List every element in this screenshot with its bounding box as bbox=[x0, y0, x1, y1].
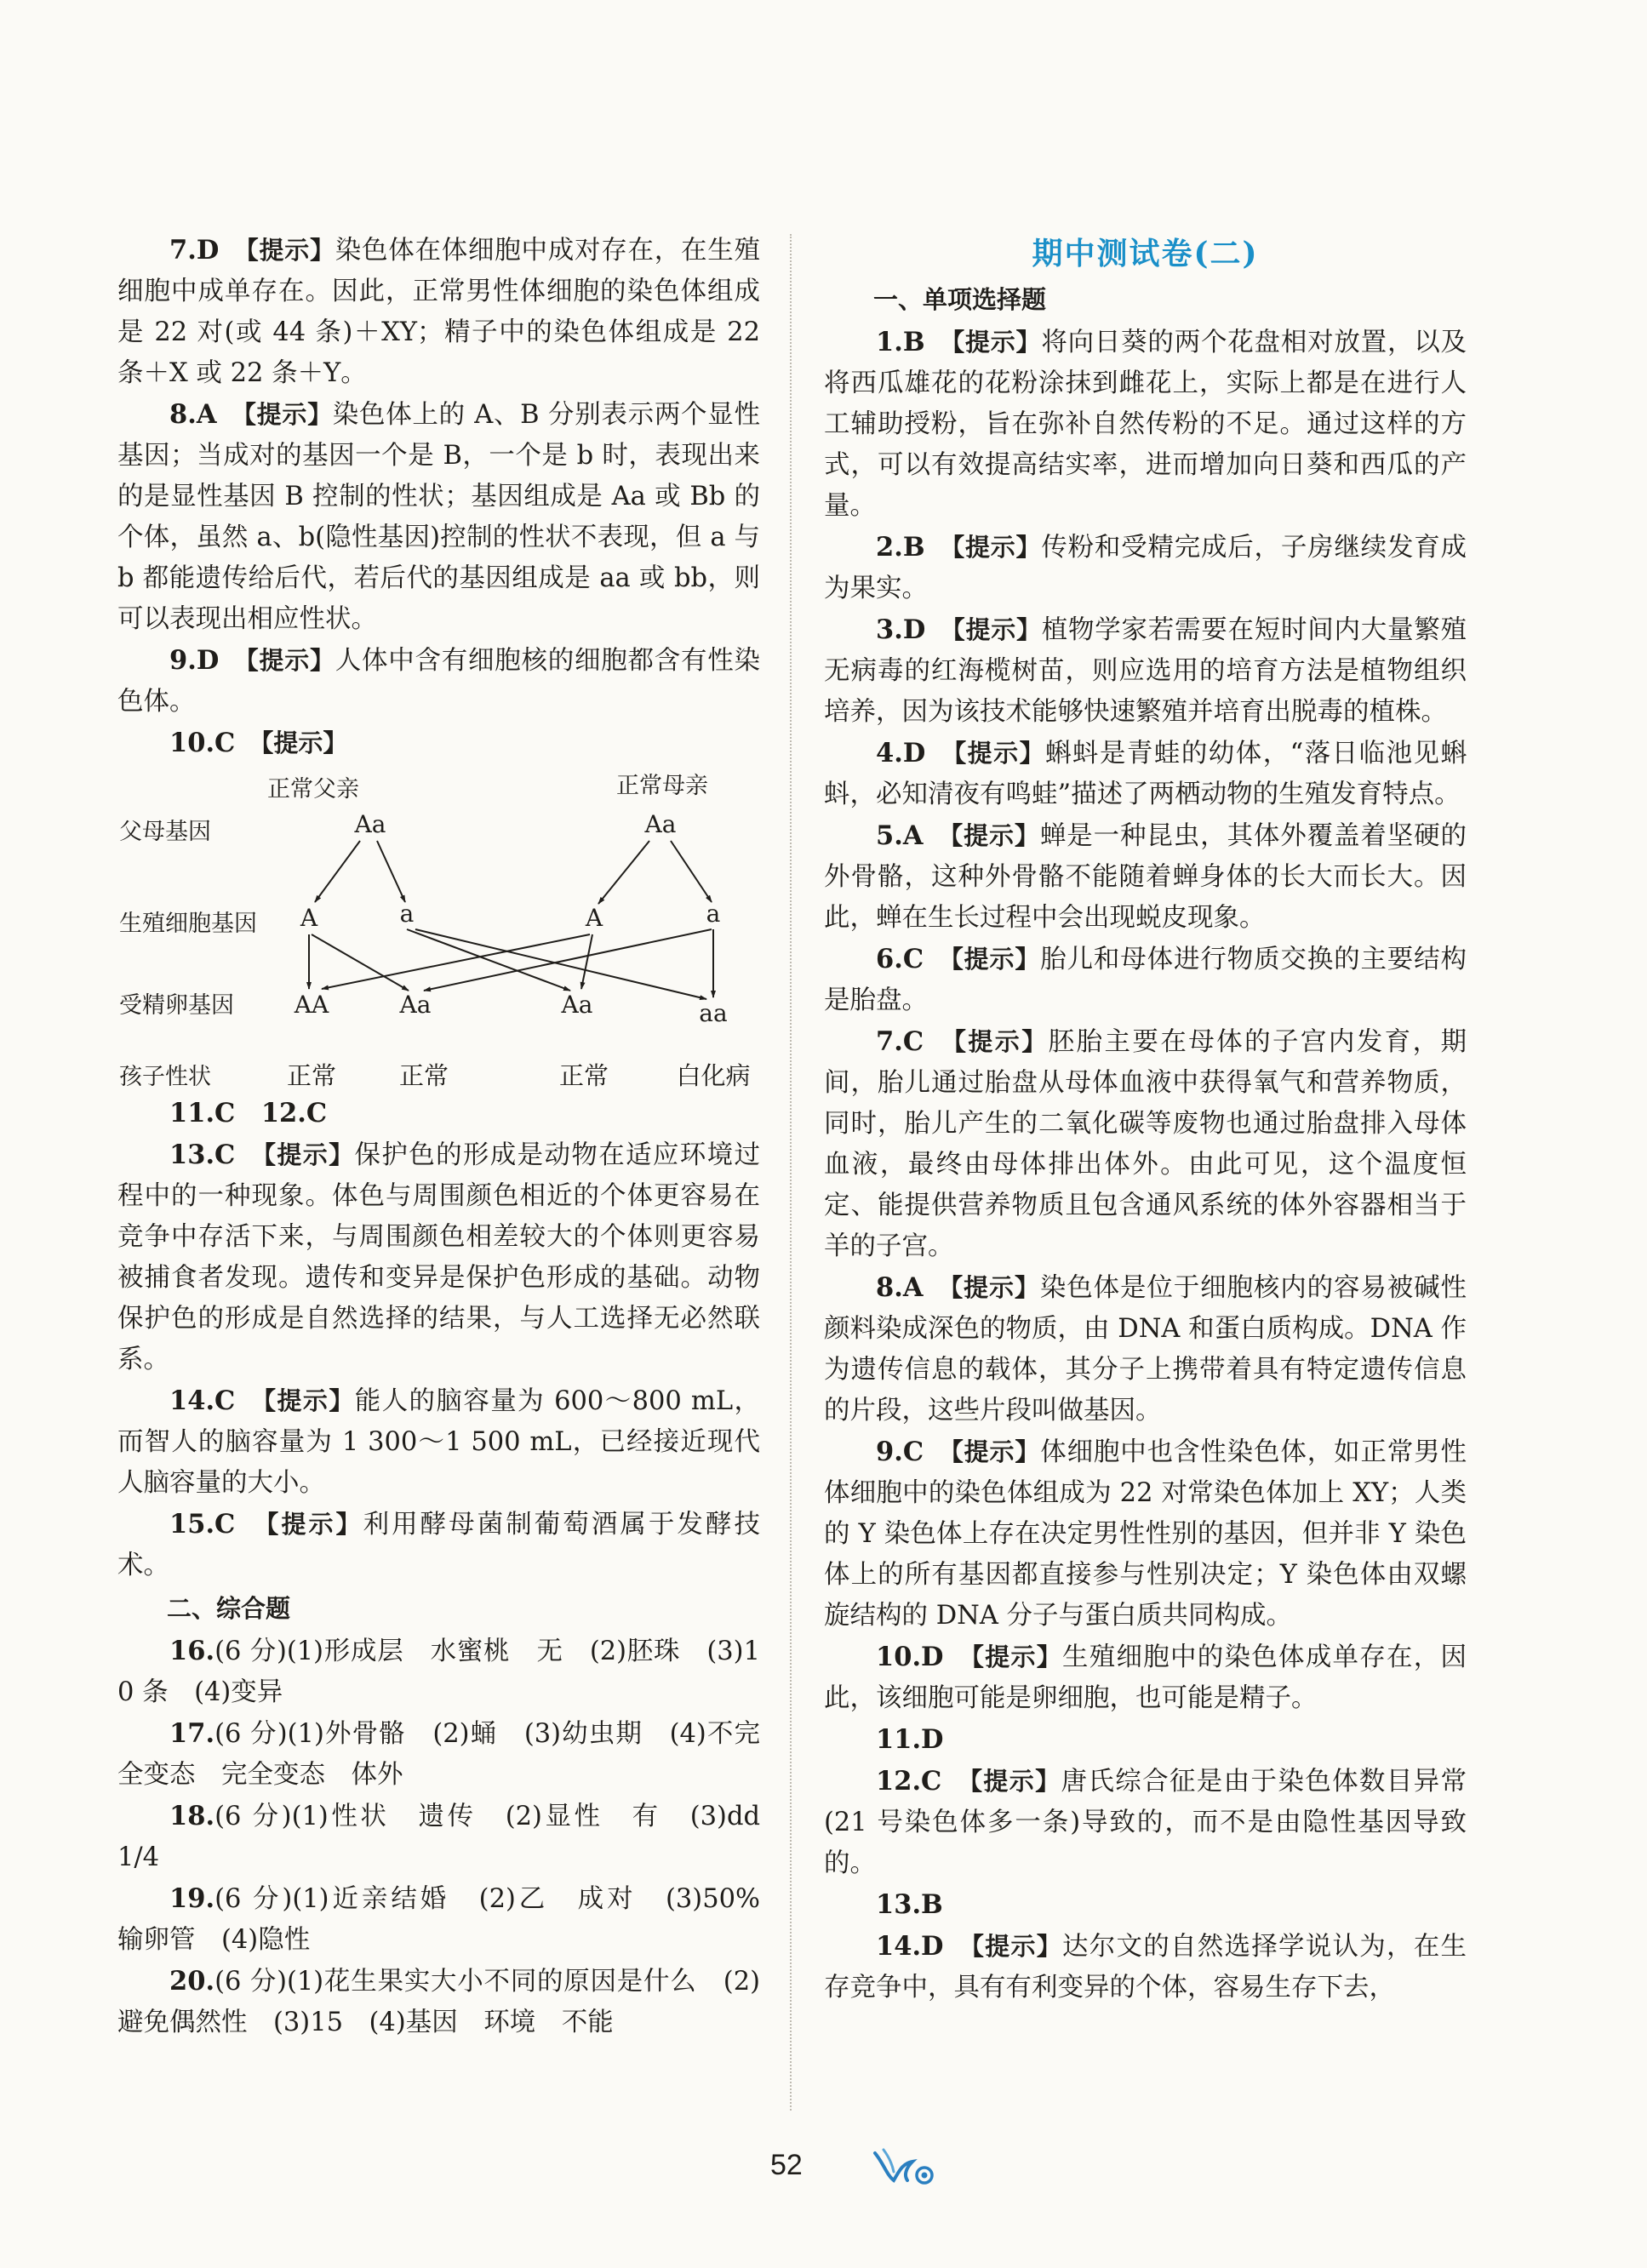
answer-text: 体细胞中也含性染色体，如正常男性体细胞中的染色体组成为 22 对常染色体加上 XY；人类的 Y 染色体上存在决定男性性别的基因，但并非 Y 染色体上的所有基因都直接参与性别决定；Y 染色体由双螺旋结构的 DNA 分子与蛋白质共同构成。 bbox=[824, 1437, 1467, 1631]
answer-text: 唐氏综合征是由于染色体数目异常(21 号染色体多一条)导致的，而不是由隐性基因导致的。 bbox=[824, 1767, 1467, 1878]
answer-number: 20. bbox=[169, 1966, 215, 1997]
mother-gamete-A: A bbox=[585, 904, 603, 932]
row-label-gametes: 生殖细胞基因 bbox=[119, 911, 257, 937]
arrow-mA-to-Aa bbox=[581, 934, 592, 989]
answer-r14 bbox=[824, 1926, 1467, 2008]
answer-text: 染色体上的 A、B 分别表示两个显性基因；当成对的基因一个是 B，一个是 b 时，表现出来的是显性基因 B 控制的性状；基因组成是 Aa 或 Bb 的个体，虽然 a、b(隐性基因)控制的性状不表现，但 a 与 b 都能遗传给后代，若后代的基因组成是 aa 或 bb，则可以表现出相应性状。 bbox=[117, 400, 760, 634]
answer-number: 4.D bbox=[876, 738, 926, 768]
answer-r6 bbox=[824, 939, 1467, 1021]
answer-number: 10.C bbox=[169, 728, 236, 758]
answer-r13 bbox=[824, 1884, 1467, 1926]
hint-label: 【提示】 bbox=[263, 1140, 355, 1169]
answer-number: 2.B bbox=[876, 532, 925, 563]
answer-text: 传粉和受精完成后，子房继续发育成为果实。 bbox=[824, 533, 1467, 603]
answer-text: (6 分)(1)花生果实大小不同的原因是什么 (2)避免偶然性 (3)15 (4)基因 环境 不能 bbox=[117, 1967, 760, 2037]
hint-label: 【提示】 bbox=[952, 328, 1042, 357]
answer-number: 11.C 12.C bbox=[169, 1098, 328, 1128]
column-divider bbox=[790, 234, 792, 2111]
father-genotype: Aa bbox=[354, 810, 386, 838]
answer-text: (6 分)(1)外骨骼 (2)蛹 (3)幼虫期 (4)不完全变态 完全变态 体外 bbox=[117, 1719, 760, 1790]
answer-number: 14.D bbox=[876, 1931, 944, 1962]
answer-number: 11.D bbox=[876, 1724, 944, 1755]
answer-number: 9.D bbox=[169, 645, 220, 676]
hint-label: 【提示】 bbox=[260, 728, 348, 757]
row-label-parents: 父母基因 bbox=[119, 819, 211, 845]
answer-17 bbox=[117, 1713, 760, 1796]
trait-2: 正常 bbox=[398, 1061, 449, 1090]
answer-text: (6 分)(1)形成层 水蜜桃 无 (2)胚珠 (3)10 条 (4)变异 bbox=[117, 1637, 760, 1707]
answer-text: 染色体是位于细胞核内的容易被碱性颜料染成深色的物质，由 DNA 和蛋白质构成。DNA 作为遗传信息的载体，其分子上携带着具有特定遗传信息的片段，这些片段叫做基因。 bbox=[824, 1273, 1467, 1425]
answer-r2 bbox=[824, 527, 1467, 609]
answer-14 bbox=[117, 1380, 760, 1504]
right-column bbox=[824, 230, 1467, 2008]
answer-number: 18. bbox=[169, 1801, 215, 1831]
zygote-3: Aa bbox=[561, 991, 593, 1019]
father-label: 正常父亲 bbox=[267, 776, 359, 803]
answer-r4 bbox=[824, 733, 1467, 815]
answer-number: 16. bbox=[169, 1636, 215, 1666]
answer-number: 8.A bbox=[169, 399, 217, 430]
answer-number: 1.B bbox=[876, 327, 925, 357]
zygote-2: Aa bbox=[399, 991, 432, 1019]
answer-9 bbox=[117, 640, 760, 723]
hint-label: 【提示】 bbox=[953, 739, 1046, 768]
answer-text: 蝌蚪是青蛙的幼体，“落日临池见蝌蚪，必知清夜有鸣蛙”描述了两栖动物的生殖发育特点。 bbox=[824, 739, 1467, 809]
answer-number: 7.D bbox=[169, 235, 220, 266]
page-number: 52 bbox=[770, 2149, 803, 2181]
answer-15 bbox=[117, 1504, 760, 1586]
arrow-father-a bbox=[377, 841, 405, 902]
answer-number: 19. bbox=[169, 1883, 215, 1914]
answer-text: 胎儿和母体进行物质交换的主要结构是胎盘。 bbox=[824, 945, 1467, 1015]
wave-ornament-icon bbox=[868, 2138, 945, 2189]
father-gamete-A: A bbox=[300, 904, 318, 932]
trait-3: 正常 bbox=[558, 1061, 609, 1090]
answer-r7 bbox=[824, 1021, 1467, 1267]
hint-label: 【提示】 bbox=[971, 1932, 1063, 1961]
left-column bbox=[117, 230, 786, 2043]
mother-genotype: Aa bbox=[644, 810, 677, 838]
mother-gamete-a: a bbox=[706, 900, 721, 928]
row-label-zygotes: 受精卵基因 bbox=[119, 992, 234, 1019]
answer-8 bbox=[117, 394, 760, 640]
answer-text: (6 分)(1)近亲结婚 (2)乙 成对 (3)50% 输卵管 (4)隐性 bbox=[117, 1884, 786, 1955]
hint-label: 【提示】 bbox=[952, 533, 1042, 562]
arrow-A-to-Aa bbox=[312, 934, 409, 991]
answer-number: 5.A bbox=[876, 820, 924, 851]
answer-r11 bbox=[824, 1719, 1467, 1761]
answer-r5 bbox=[824, 815, 1467, 939]
answer-text: 人体中含有细胞核的细胞都含有性染色体。 bbox=[117, 646, 761, 717]
father-gamete-a: a bbox=[399, 900, 415, 928]
inheritance-diagram bbox=[117, 768, 760, 1091]
answer-number: 8.A bbox=[876, 1272, 924, 1303]
arrow-mother-a bbox=[671, 841, 712, 902]
zygote-1: AA bbox=[294, 991, 329, 1019]
hint-label: 【提示】 bbox=[969, 1767, 1061, 1796]
answer-text: 将向日葵的两个花盘相对放置，以及将西瓜雄花的花粉涂抹到雌花上，实际上都是在进行人工辅助授粉，旨在弥补自然传粉的不足。通过这样的方式，可以有效提高结实率，进而增加向日葵和西瓜的产量。 bbox=[824, 328, 1467, 521]
hint-label: 【提示】 bbox=[246, 236, 335, 265]
trait-4: 白化病 bbox=[676, 1061, 751, 1090]
hint-label: 【提示】 bbox=[951, 1437, 1041, 1466]
answer-19 bbox=[117, 1878, 786, 1961]
answer-number: 13.B bbox=[876, 1889, 943, 1920]
answer-text: 保护色的形成是动物在适应环境过程中的一种现象。体色与周围颜色相近的个体更容易在竞争中存活下来，与周围颜色相差较大的个体则更容易被捕食者发现。遗传和变异是保护色形成的基础。动物保护色的形成是自然选择的结果，与人工选择无必然联系。 bbox=[117, 1140, 760, 1374]
answer-text: 胚胎主要在母体的子宫内发育，期间，胎儿通过胎盘从母体血液中获得氧气和营养物质，同时，胎儿产生的二氧化碳等废物也通过胎盘排入母体血液，最终由母体排出体外。由此可见，这个温度恒定、能提供营养物质且包含通风系统的体外容器相当于羊的子宫。 bbox=[824, 1027, 1467, 1261]
answer-text: (6 分)(1)性状 遗传 (2)显性 有 (3)dd 1/4 bbox=[117, 1802, 786, 1872]
answer-16 bbox=[117, 1631, 760, 1713]
hint-label: 【提示】 bbox=[950, 1273, 1040, 1302]
arrow-father-A bbox=[315, 841, 360, 902]
hint-label: 【提示】 bbox=[950, 821, 1040, 850]
answer-text: 能人的脑容量为 600～800 mL，而智人的脑容量为 1 300～1 500 mL，已经接近现代人脑容量的大小。 bbox=[117, 1386, 760, 1498]
zygote-4: aa bbox=[699, 999, 728, 1027]
trait-1: 正常 bbox=[286, 1061, 337, 1090]
answer-text: 利用酵母菌制葡萄酒属于发酵技术。 bbox=[117, 1510, 761, 1580]
hint-label: 【提示】 bbox=[266, 1510, 363, 1539]
answer-text: 染色体在体细胞中成对存在，在生殖细胞中成单存在。因此，正常男性体细胞的染色体组成是 22 对(或 44 条)＋XY；精子中的染色体组成是 22 条＋X 或 22 条＋Y。 bbox=[117, 236, 761, 388]
answer-r9 bbox=[824, 1431, 1467, 1637]
hint-label: 【提示】 bbox=[263, 1386, 355, 1415]
answer-number: 15.C bbox=[169, 1509, 236, 1540]
mother-label: 正常母亲 bbox=[616, 773, 708, 799]
answer-number: 9.C bbox=[876, 1437, 924, 1467]
answer-text: 植物学家若需要在短时间内大量繁殖无病毒的红海榄树苗，则应选用的培育方法是植物组织培养，因为该技术能够快速繁殖并培育出脱毒的植株。 bbox=[824, 615, 1467, 727]
answer-text: 蝉是一种昆虫，其体外覆盖着坚硬的外骨骼，这种外骨骼不能随着蝉身体的长大而长大。因此，蝉在生长过程中会出现蜕皮现象。 bbox=[824, 821, 1467, 933]
answer-text: 生殖细胞中的染色体成单存在，因此，该细胞可能是卵细胞，也可能是精子。 bbox=[824, 1642, 1467, 1713]
answer-number: 6.C bbox=[876, 944, 924, 974]
answer-r10 bbox=[824, 1637, 1467, 1719]
answer-number: 12.C bbox=[876, 1766, 942, 1797]
answer-number: 3.D bbox=[876, 614, 926, 645]
hint-label: 【提示】 bbox=[246, 646, 335, 675]
test-title: 期中测试卷(二) bbox=[1032, 236, 1259, 271]
answer-11-12 bbox=[117, 1093, 760, 1134]
arrow-mother-A bbox=[598, 841, 649, 904]
answer-18 bbox=[117, 1796, 786, 1878]
answer-text: 达尔文的自然选择学说认为，在生存竞争中，具有有利变异的个体，容易生存下去， bbox=[824, 1932, 1467, 2002]
answer-number: 10.D bbox=[876, 1642, 944, 1672]
answer-10 bbox=[117, 723, 760, 764]
answer-r3 bbox=[824, 609, 1467, 733]
hint-label: 【提示】 bbox=[951, 945, 1041, 974]
answer-number: 14.C bbox=[169, 1385, 236, 1416]
row-label-traits: 孩子性状 bbox=[119, 1064, 211, 1090]
section-heading-1: 一、单项选择题 bbox=[873, 285, 1047, 314]
answer-7 bbox=[117, 230, 760, 394]
answer-number: 7.C bbox=[876, 1026, 924, 1057]
hint-label: 【提示】 bbox=[243, 400, 333, 429]
section-heading-2: 二、综合题 bbox=[167, 1594, 291, 1623]
answer-13 bbox=[117, 1134, 760, 1380]
answer-number: 17. bbox=[169, 1718, 215, 1749]
hint-label: 【提示】 bbox=[953, 1027, 1049, 1056]
hint-label: 【提示】 bbox=[952, 615, 1042, 644]
answer-r8 bbox=[824, 1267, 1467, 1431]
hint-label: 【提示】 bbox=[971, 1642, 1063, 1671]
answer-20 bbox=[117, 1961, 760, 2043]
answer-r12 bbox=[824, 1761, 1467, 1884]
answer-number: 13.C bbox=[169, 1140, 236, 1170]
answer-r1 bbox=[824, 322, 1467, 527]
